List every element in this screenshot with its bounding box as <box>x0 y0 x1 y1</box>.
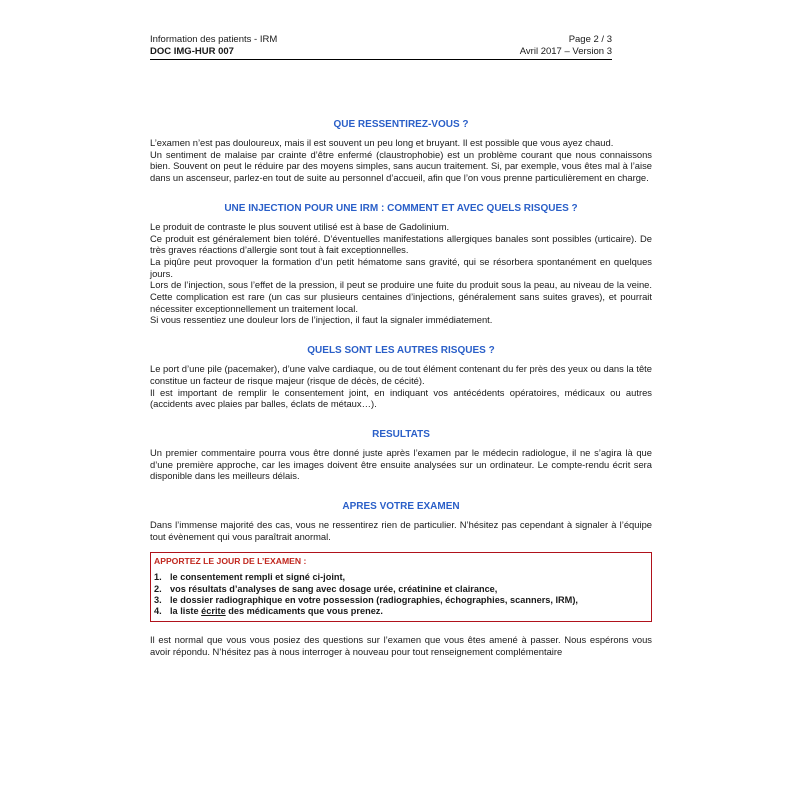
list-item-number: 3. <box>154 594 162 605</box>
header-page-number: Page 2 / 3 <box>568 34 612 45</box>
list-item-text: le dossier radiographique en votre possession (radiographies, échographies, scanners, IRM), <box>170 594 578 605</box>
bring-checklist-title: APPORTEZ LE JOUR DE L’EXAMEN : <box>154 556 307 567</box>
paragraph: Il est important de remplir le consentement joint, en indiquant vos antécédents opératoires, médicaux ou autres (accidents avec plaies par balles, éclats de métaux…). <box>150 386 652 410</box>
paragraph: Si vous ressentiez une douleur lors de l’injection, il faut la signaler immédiatement. <box>150 314 493 326</box>
section-title: QUELS SONT LES AUTRES RISQUES ? <box>307 345 495 357</box>
section-title: UNE INJECTION POUR UNE IRM : COMMENT ET AVEC QUELS RISQUES ? <box>224 202 578 214</box>
paragraph: Lors de l’injection, sous l’effet de la pression, il peut se produire une fuite du produit sous la peau, au niveau de la veine. Cette complication est rare (un cas sur plusieurs centaines d’injections, généralement sans suites graves), et pourrait nécessiter exceptionnellement un traitement local. <box>150 279 652 314</box>
paragraph: Le produit de contraste le plus souvent utilisé est à base de Gadolinium. <box>150 220 450 232</box>
header-doc-code: DOC IMG-HUR 007 <box>150 46 234 57</box>
paragraph: Un premier commentaire pourra vous être donné juste après l’examen par le médecin radiologue, il ne s’agira là que d’une première approche, car les images doivent être ensuite analysées sur un ordinateur. Le compte-rendu écrit sera disponible dans les meilleurs délais. <box>150 446 652 482</box>
paragraph: La piqûre peut provoquer la formation d’un petit hématome sans gravité, qui se résorbera spontanément en quelques jours. <box>150 255 652 279</box>
list-item-number: 4. <box>154 606 162 617</box>
list-item-text <box>170 606 383 617</box>
section-title: QUE RESSENTIREZ-VOUS ? <box>333 119 469 130</box>
page-header <box>150 34 612 58</box>
header-title: Information des patients - IRM <box>150 34 278 45</box>
section-injection-risks <box>150 202 652 326</box>
closing-paragraph: Il est normal que vous vous posiez des questions sur l’examen que vous êtes amené à passer. Nous espérons vous avoir répondu. N’hésitez pas à nous interroger à nouveau pour tout renseignement complémentaire <box>150 634 652 657</box>
list-item-number: 2. <box>154 583 162 594</box>
list-item-text: vos résultats d’analyses de sang avec dosage urée, créatinine et clairance, <box>170 583 498 594</box>
list-item <box>154 595 648 606</box>
paragraph: L’examen n’est pas douloureux, mais il est souvent un peu long et bruyant. Il est possible que vous ayez chaud. <box>150 137 614 148</box>
header-divider <box>150 59 612 60</box>
section-other-risks <box>150 344 652 410</box>
paragraph: Dans l’immense majorité des cas, vous ne ressentirez rien de particulier. N’hésitez pas cependant à signaler à l’équipe tout évènement qui vous paraîtrait anormal. <box>150 519 652 542</box>
document-body <box>150 118 652 658</box>
section-results <box>150 428 652 482</box>
list-item-text: le consentement rempli et signé ci-joint, <box>170 572 346 583</box>
section-title: APRES VOTRE EXAMEN <box>342 501 460 513</box>
list-item <box>154 606 648 617</box>
list-item <box>154 584 648 595</box>
paragraph: Un sentiment de malaise par crainte d’être enfermé (claustrophobie) est un problème courant que nous connaissons bien. Souvent on peut le réduire par des moyens simples, sans aucun traitement. Si, par exemple, vous êtes mal à l’aise dans un ascenseur, parlez-en tout de suite au personnel d’accueil, afin que l’on vous prenne particulièrement en charge. <box>150 148 652 184</box>
paragraph: Le port d’une pile (pacemaker), d’une valve cardiaque, ou de tout élément contenant du fer près des yeux ou dans la tête constitue un facteur de risque majeur (risque de décès, de cécité). <box>150 363 652 386</box>
list-item <box>154 572 648 583</box>
list-item-text-pre: la liste <box>170 606 202 617</box>
bring-checklist-box <box>150 552 652 622</box>
paragraph: Ce produit est généralement bien toléré. D’éventuelles manifestations allergiques banales sont possibles (urticaire). De très graves réactions d’allergie sont tout à fait exceptionnelles. <box>150 232 652 256</box>
bring-checklist <box>154 572 648 617</box>
section-title: RESULTATS <box>372 428 430 440</box>
underlined-word: écrite <box>201 606 226 617</box>
list-item-text-post: des médicaments que vous prenez. <box>225 606 383 617</box>
section-what-you-feel <box>150 118 652 184</box>
list-item-number: 1. <box>154 572 162 583</box>
header-version: Avril 2017 – Version 3 <box>519 46 612 57</box>
section-after-exam <box>150 500 652 542</box>
